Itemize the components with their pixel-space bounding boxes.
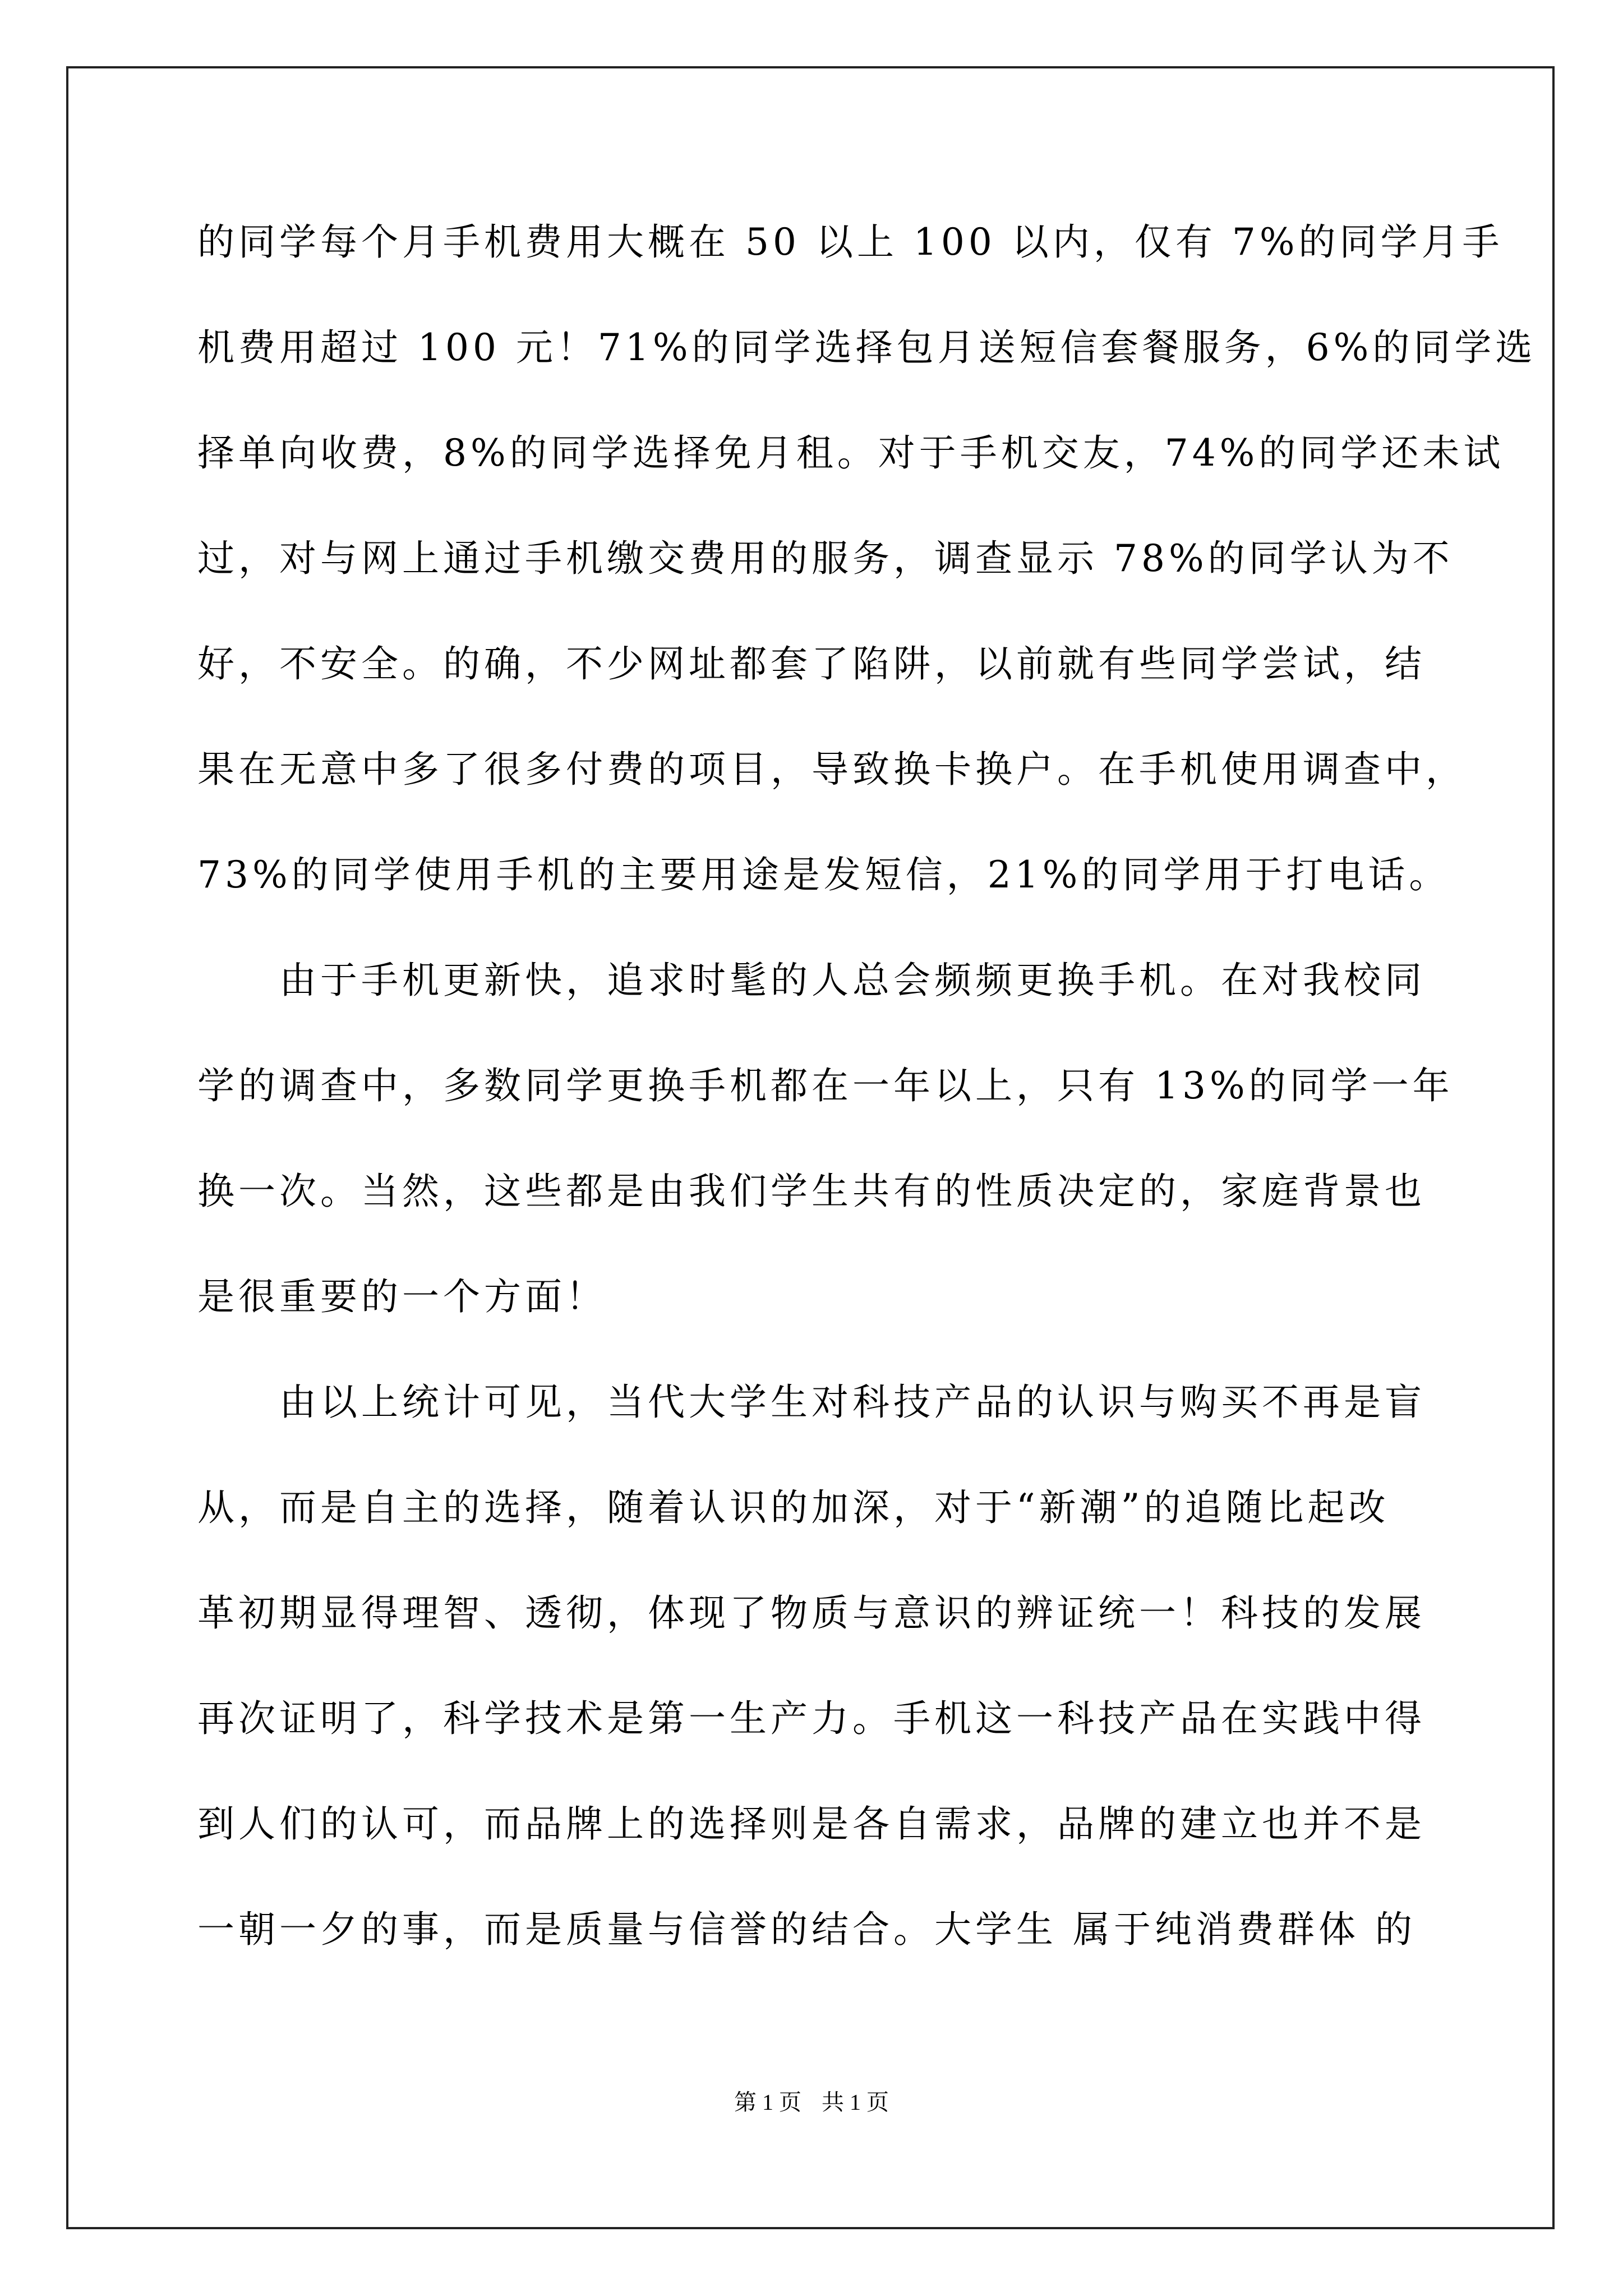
paragraph-3-line-2: 从，而是自主的选择，随着认识的加深，对于“新潮”的追随比起改 — [197, 1486, 1390, 1529]
paragraph-1-line-3: 择单向收费，8%的同学选择免月租。对于手机交友，74%的同学还未试 — [197, 431, 1505, 475]
paragraph-3-line-6: 一朝一夕的事，而是质量与信誉的结合。大学生 属于纯消费群体 的 — [197, 1908, 1416, 1951]
paragraph-3-line-1: 由以上统计可见，当代大学生对科技产品的认识与购买不再是盲 — [279, 1381, 1426, 1424]
paragraph-1-line-6: 果在无意中多了很多付费的项目，导致换卡换户。在手机使用调查中， — [197, 748, 1467, 791]
paragraph-2-line-2: 学的调查中，多数同学更换手机都在一年以上，只有 13%的同学一年 — [197, 1064, 1454, 1107]
page-number: 第 1 页 — [734, 2090, 801, 2115]
paragraph-1-line-2: 机费用超过 100 元！71%的同学选择包月送短信套餐服务，6%的同学选 — [197, 326, 1537, 369]
paragraph-3-line-4: 再次证明了，科学技术是第一生产力。手机这一科技产品在实践中得 — [197, 1697, 1426, 1740]
paragraph-1-line-4: 过，对与网上通过手机缴交费用的服务，调查显示 78%的同学认为不 — [197, 537, 1454, 580]
paragraph-1-line-1: 的同学每个月手机费用大概在 50 以上 100 以内，仅有 7%的同学月手 — [197, 220, 1504, 264]
paragraph-2-line-3: 换一次。当然，这些都是由我们学生共有的性质决定的，家庭背景也 — [197, 1170, 1426, 1213]
paragraph-1-line-5: 好，不安全。的确，不少网址都套了陷阱，以前就有些同学尝试，结 — [197, 642, 1426, 685]
page-footer — [0, 2086, 1623, 2119]
document-body — [197, 209, 1537, 2001]
paragraph-2-line-1: 由于手机更新快，追求时髦的人总会频频更换手机。在对我校同 — [279, 959, 1426, 1002]
paragraph-1-line-7: 73%的同学使用手机的主要用途是发短信，21%的同学用于打电话。 — [197, 853, 1450, 896]
paragraph-3-line-3: 革初期显得理智、透彻，体现了物质与意识的辨证统一！科技的发展 — [197, 1591, 1426, 1635]
page-total: 共 1 页 — [822, 2090, 889, 2115]
paragraph-3-line-5: 到人们的认可，而品牌上的选择则是各自需求，品牌的建立也并不是 — [197, 1802, 1426, 1846]
paragraph-2-line-4: 是很重要的一个方面！ — [197, 1275, 607, 1318]
